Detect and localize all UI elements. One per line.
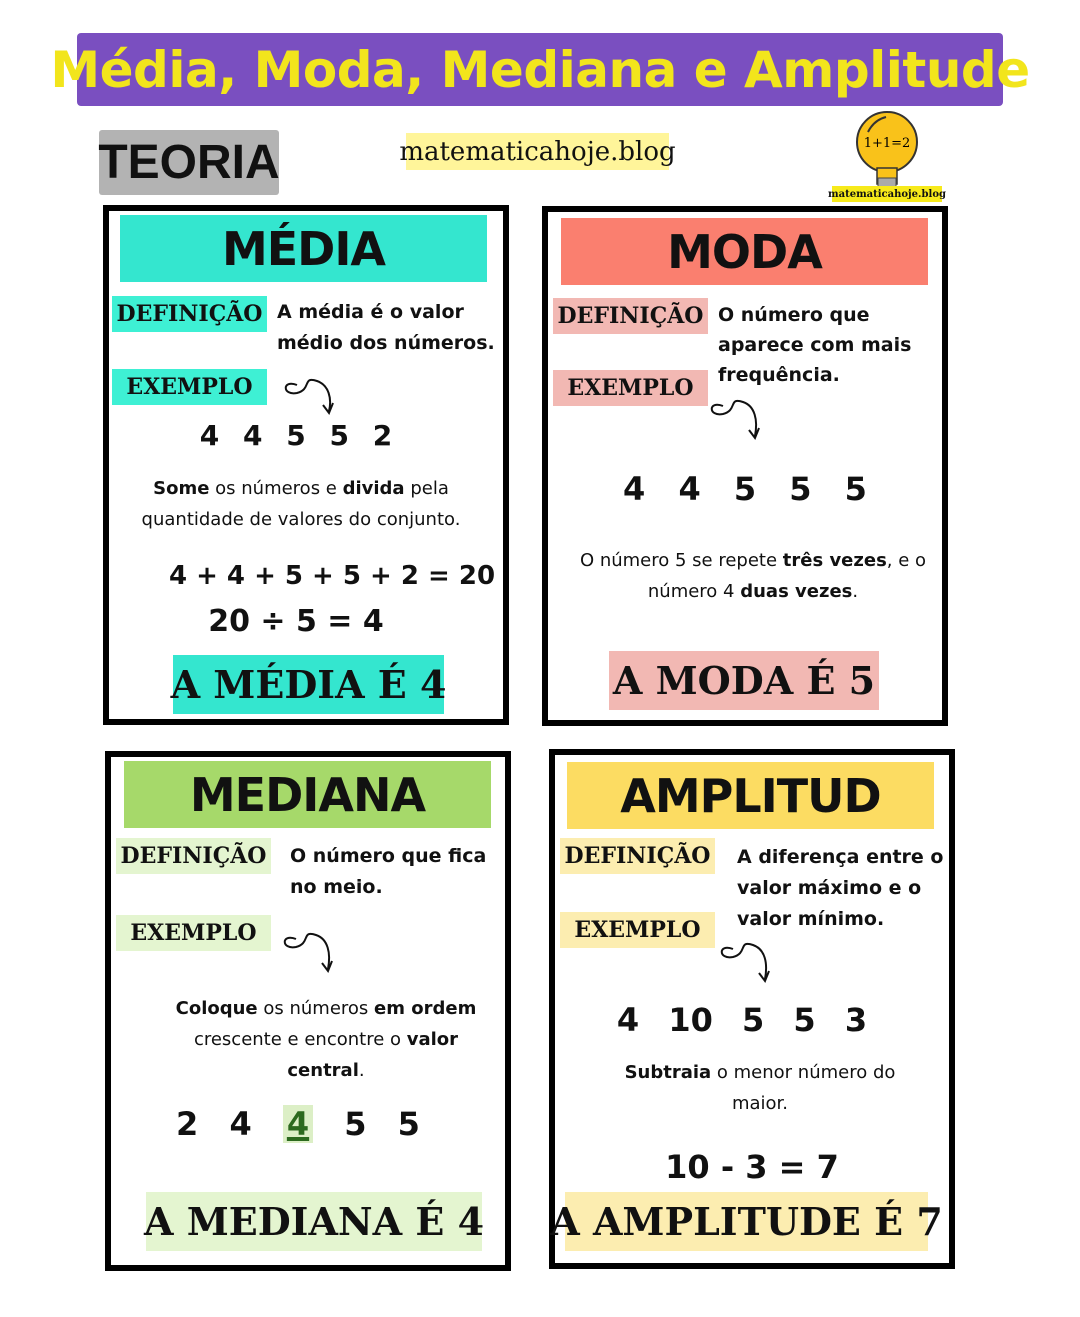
media-card	[103, 205, 509, 725]
median-value-highlight: 4	[283, 1105, 313, 1143]
mediana-heading: MEDIANA	[124, 761, 491, 828]
moda-card	[542, 206, 948, 726]
amplitude-equation: 10 - 3 = 7	[665, 1148, 839, 1186]
mediana-card	[105, 751, 511, 1271]
logo-equation: 1+1=2	[863, 136, 911, 151]
text: , e o número 4	[647, 550, 927, 602]
mediana-example-label: EXEMPLO	[116, 915, 271, 951]
text-bold: Coloque	[175, 998, 258, 1019]
amplitude-definition: A diferença entre o valor máximo e o valor mínimo.	[737, 846, 944, 930]
text-bold: Subtraia	[624, 1062, 712, 1083]
curly-arrow-icon	[277, 371, 347, 421]
amplitude-result: A AMPLITUDE É 7	[565, 1192, 928, 1251]
amplitude-card	[549, 749, 955, 1269]
text: o menor número do maior.	[711, 1062, 896, 1114]
amplitude-definition-label: DEFINIÇÃO	[560, 838, 715, 874]
media-equation-division: 20 ÷ 5 = 4	[208, 604, 384, 639]
text: O número 5 se repete	[579, 550, 783, 571]
logo-tag: matematicahoje.blog	[832, 186, 942, 202]
amplitude-numbers: 4 10 5 5 3	[616, 1001, 868, 1039]
page-title: Média, Moda, Mediana e Amplitude	[77, 33, 1003, 106]
blog-link[interactable]: matematicahoje.blog	[406, 133, 669, 170]
media-explanation	[121, 473, 481, 535]
mediana-definition: O número que fica no meio.	[290, 845, 487, 898]
moda-result: A MODA É 5	[609, 651, 879, 710]
moda-heading: MODA	[561, 218, 928, 285]
curly-arrow-icon	[713, 935, 783, 985]
mediana-explanation	[161, 993, 491, 1086]
media-definition-label: DEFINIÇÃO	[112, 296, 267, 332]
amplitude-example-label: EXEMPLO	[560, 912, 715, 948]
text-bold: três vezes	[782, 550, 887, 571]
media-result: A MÉDIA É 4	[173, 655, 444, 714]
curly-arrow-icon	[276, 925, 346, 975]
media-example-label: EXEMPLO	[112, 369, 267, 405]
text: os números e	[209, 478, 343, 499]
moda-definition: O número que aparece com mais frequência.	[718, 304, 912, 386]
amplitude-heading: AMPLITUD	[567, 762, 934, 829]
numbers-before: 2 4	[176, 1105, 252, 1143]
text-bold: duas vezes	[740, 581, 853, 602]
mediana-definition-label: DEFINIÇÃO	[116, 838, 271, 874]
text-bold: Some	[153, 478, 210, 499]
moda-numbers: 4 4 5 5 5	[623, 470, 867, 508]
media-heading: MÉDIA	[120, 215, 487, 282]
text-bold: divida	[342, 478, 405, 499]
moda-explanation	[568, 545, 938, 607]
media-equation-sum: 4 + 4 + 5 + 5 + 2 = 20	[168, 561, 496, 591]
media-numbers: 4 4 5 5 2	[199, 419, 393, 452]
section-label: TEORIA	[99, 130, 279, 195]
moda-example-label: EXEMPLO	[553, 370, 708, 406]
text: pela quantidade de valores do conjunto.	[141, 478, 461, 530]
media-definition: A média é o valor médio dos números.	[277, 301, 495, 354]
mediana-numbers	[101, 1105, 495, 1143]
text: .	[852, 581, 859, 602]
text: crescente e encontre o	[193, 1029, 407, 1050]
text-bold: em ordem	[374, 998, 477, 1019]
text-bold: valor central	[287, 1029, 459, 1081]
moda-definition-label: DEFINIÇÃO	[553, 298, 708, 334]
numbers-after: 5 5	[344, 1105, 420, 1143]
curly-arrow-icon	[703, 392, 773, 442]
mediana-result: A MEDIANA É 4	[146, 1192, 482, 1251]
amplitude-explanation	[600, 1057, 920, 1119]
text: os números	[257, 998, 375, 1019]
text: .	[358, 1060, 365, 1081]
